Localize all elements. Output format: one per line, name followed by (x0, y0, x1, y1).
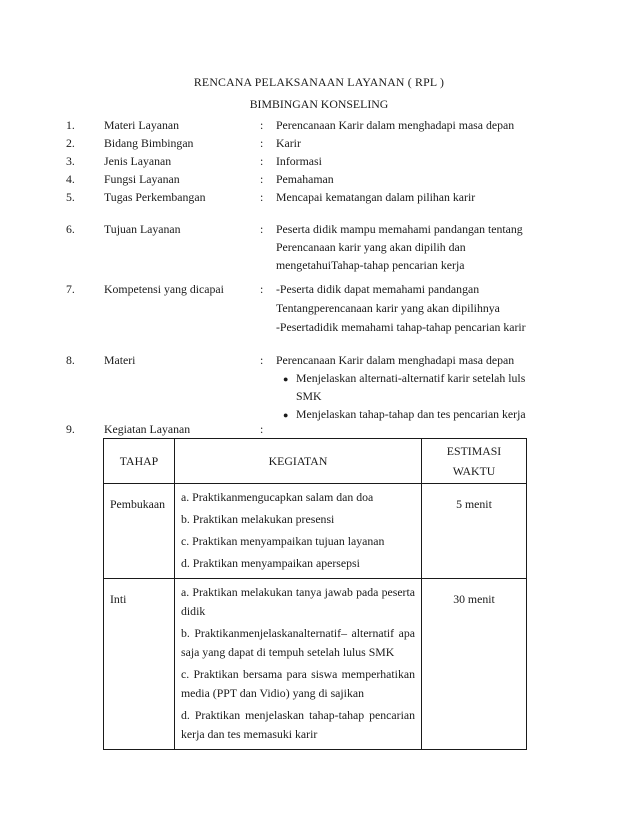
item-colon: : (260, 222, 264, 236)
item-number: 9. (66, 422, 75, 436)
table-header-row (104, 439, 527, 484)
header-time (422, 439, 527, 484)
item-value-line: mengetahuiTahap-tahap pencarian kerja (276, 258, 465, 272)
item-colon: : (260, 353, 264, 367)
bullet-icon: ● (283, 410, 289, 420)
item-colon: : (260, 154, 264, 168)
activity-item: c. Praktikan bersama para siswa memperhatikan media (PPT dan Vidio) yang di sajikan (181, 667, 415, 700)
activity-cell (175, 579, 422, 750)
activity-item: b. Praktikanmenjelaskanalternatif– alternatif apa saja yang dapat di tempuh setelah lulus SMK (181, 626, 415, 659)
item-label: Jenis Layanan (104, 154, 172, 168)
item-value-line: Perencanaan karir yang akan dipilih dan (276, 240, 466, 254)
item-number: 3. (66, 154, 75, 168)
activity-item: a. Praktikanmengucapkan salam dan doa (181, 490, 374, 504)
document-title: RENCANA PELAKSANAAN LAYANAN ( RPL ) (193, 75, 445, 89)
bullet-icon: ● (283, 374, 289, 384)
item-colon: : (260, 190, 264, 204)
item-value: Karir (276, 136, 301, 150)
item-number: 8. (66, 353, 75, 367)
item-label: Tugas Perkembangan (104, 190, 206, 204)
item-colon: : (260, 282, 264, 296)
item-label: Fungsi Layanan (104, 172, 180, 186)
item-number: 4. (66, 172, 75, 186)
item-label: Materi (104, 353, 136, 367)
item-value: Perencanaan Karir dalam menghadapi masa depan (276, 353, 515, 367)
time-cell: 30 menit (422, 579, 527, 750)
item-value-line: -Peserta didik dapat memahami pandangan (276, 282, 480, 296)
header-time-line: WAKTU (452, 464, 496, 478)
activity-cell (175, 484, 422, 579)
document-subtitle: BIMBINGAN KONSELING (249, 97, 389, 111)
item-colon: : (260, 422, 264, 436)
item-number: 1. (66, 118, 75, 132)
activity-item: a. Praktikan melakukan tanya jawab pada peserta didik (181, 585, 415, 618)
stage-cell: Inti (104, 579, 175, 750)
activity-table (103, 438, 527, 750)
activity-item: c. Praktikan menyampaikan tujuan layanan (181, 534, 385, 548)
header-stage: TAHAP (104, 439, 175, 484)
materi-bullet: Menjelaskan alternati-alternatif karir setelah luls (296, 371, 526, 385)
activity-item: b. Praktikan melakukan presensi (181, 512, 335, 526)
materi-bullet: Menjelaskan tahap-tahap dan tes pencarian kerja (296, 407, 526, 421)
table-row (104, 484, 527, 579)
item-colon: : (260, 172, 264, 186)
item-value-line: Peserta didik mampu memahami pandangan tentang (276, 222, 523, 236)
item-label: Bidang Bimbingan (104, 136, 194, 150)
item-value-line: Tentangperencanaan karir yang akan dipilihnya (276, 301, 500, 315)
activity-item: d. Praktikan menyampaikan apersepsi (181, 556, 360, 570)
activity-item: d. Praktikan menjelaskan tahap-tahap pencarian kerja dan tes memasuki karir (181, 708, 415, 741)
item-number: 2. (66, 136, 75, 150)
item-label: Kegiatan Layanan (104, 422, 191, 436)
item-number: 6. (66, 222, 75, 236)
table-row (104, 579, 527, 750)
item-number: 7. (66, 282, 75, 296)
item-value-line: -Pesertadidik memahami tahap-tahap pencarian karir (276, 320, 526, 334)
item-value: Pemahaman (276, 172, 334, 186)
item-label: Materi Layanan (104, 118, 180, 132)
time-cell: 5 menit (422, 484, 527, 579)
item-value: Informasi (276, 154, 322, 168)
header-activity: KEGIATAN (175, 439, 422, 484)
item-label: Tujuan Layanan (104, 222, 181, 236)
item-value: Mencapai kematangan dalam pilihan karir (276, 190, 476, 204)
header-time-line: ESTIMASI (446, 444, 502, 458)
item-label: Kompetensi yang dicapai (104, 282, 224, 296)
item-number: 5. (66, 190, 75, 204)
stage-cell: Pembukaan (104, 484, 175, 579)
item-colon: : (260, 136, 264, 150)
item-colon: : (260, 118, 264, 132)
item-value: Perencanaan Karir dalam menghadapi masa depan (276, 118, 515, 132)
materi-bullet-continuation: SMK (296, 389, 322, 403)
